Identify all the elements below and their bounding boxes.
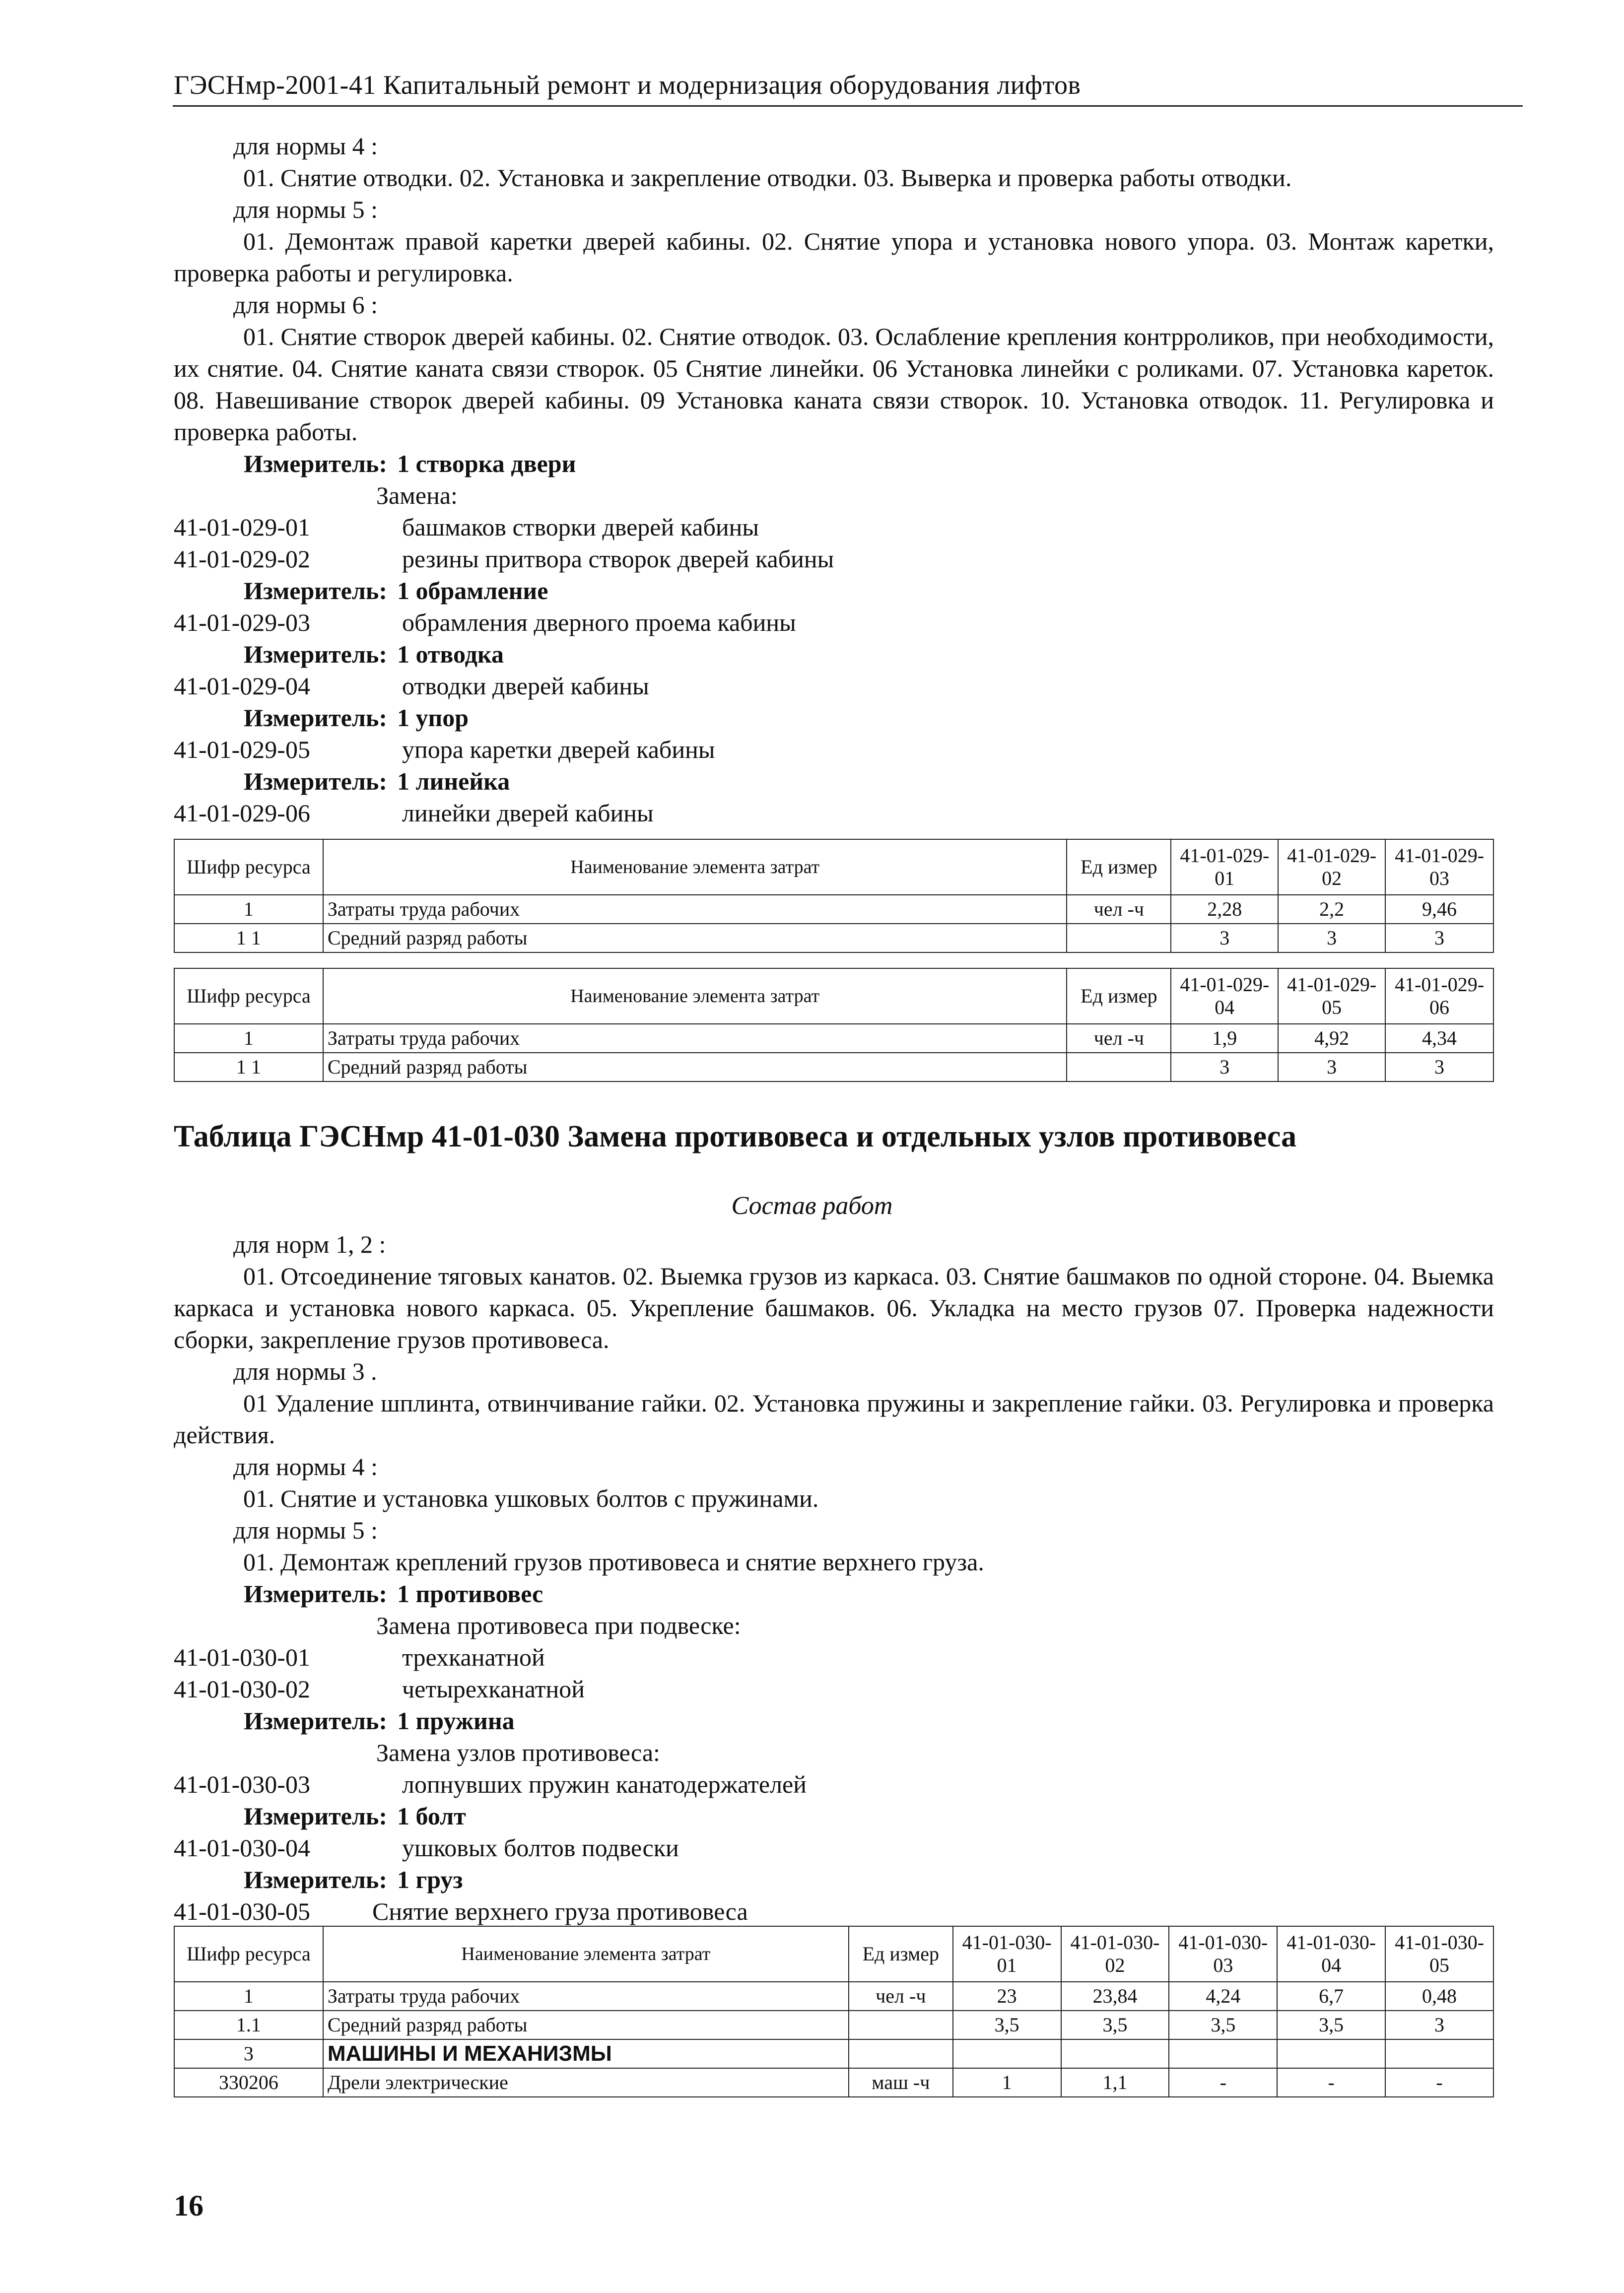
norm-code: 41-01-029-06	[174, 799, 310, 827]
cell-value: -	[1277, 2068, 1385, 2097]
meter-line	[174, 1705, 1494, 1737]
norm-code: 41-01-029-04	[174, 672, 310, 700]
meter-line	[174, 638, 1494, 670]
norm-label: для нормы 5 :	[233, 1516, 378, 1544]
cell-value: 3	[1385, 1053, 1493, 1081]
table-row	[174, 924, 1493, 952]
meter-line	[174, 575, 1494, 607]
work-description: 01. Снятие и установка ушковых болтов с пружинами.	[243, 1484, 819, 1512]
meter-line	[174, 1578, 1494, 1610]
cell-code: 330206	[174, 2068, 323, 2097]
meter-label: Измеритель:	[243, 767, 387, 795]
cell-unit	[1067, 924, 1171, 952]
cell-value: 3	[1385, 924, 1493, 952]
cell-empty	[1061, 2039, 1169, 2068]
norm-name: башмаков створки дверей кабины	[402, 513, 759, 541]
replace-heading: Замена узлов противовеса:	[376, 1739, 660, 1766]
cell-value: 3	[1171, 924, 1278, 952]
col-header-norm: 41-01-030-02	[1061, 1926, 1169, 1982]
cell-value: 3,5	[1061, 2011, 1169, 2039]
cell-code: 3	[174, 2039, 323, 2068]
meter-label: Измеритель:	[243, 1866, 387, 1893]
col-header-name: Наименование элемента затрат	[323, 1926, 849, 1982]
norm-code: 41-01-030-03	[174, 1770, 310, 1798]
cell-value: -	[1385, 2068, 1493, 2097]
replace-heading: Замена противовеса при подвеске:	[376, 1612, 741, 1639]
col-header-norm: 41-01-030-03	[1169, 1926, 1277, 1982]
cell-value: 3	[1171, 1053, 1278, 1081]
cell-name: Затраты труда рабочих	[323, 1024, 1067, 1053]
col-header-norm: 41-01-029-03	[1385, 839, 1493, 895]
col-header-name: Наименование элемента затрат	[323, 968, 1067, 1024]
norm-row	[174, 1641, 1494, 1673]
norm-code: 41-01-029-02	[174, 545, 310, 573]
cell-empty	[1277, 2039, 1385, 2068]
cell-code: 1.1	[174, 2011, 323, 2039]
cell-code: 1	[174, 1024, 323, 1053]
col-header-code: Шифр ресурса	[174, 1926, 323, 1982]
cell-value: 4,34	[1385, 1024, 1493, 1053]
cell-value: 23	[953, 1982, 1061, 2011]
meter-label: Измеритель:	[243, 640, 387, 668]
table-row	[174, 2068, 1493, 2097]
norm-row	[174, 1832, 1494, 1864]
col-header-unit: Ед измер	[1067, 968, 1171, 1024]
cell-name: Средний разряд работы	[323, 2011, 849, 2039]
cost-table-3	[174, 1926, 1494, 2097]
cell-code: 1 1	[174, 924, 323, 952]
table-row	[174, 1982, 1493, 2011]
meter-label: Измеритель:	[243, 1707, 387, 1735]
norm-code: 41-01-030-04	[174, 1834, 310, 1862]
meter-unit: 1 пружина	[397, 1707, 515, 1735]
norm-name: Снятие верхнего груза противовеса	[372, 1897, 748, 1925]
table-row	[174, 1053, 1493, 1081]
work-description: 01. Демонтаж правой каретки дверей кабины. 02. Снятие упора и установка нового упора. 03. Монтаж каретки, проверка работы и регулировка.	[174, 227, 1494, 287]
cell-value: 3,5	[1277, 2011, 1385, 2039]
cell-name: Затраты труда рабочих	[323, 895, 1067, 924]
work-description: 01. Снятие створок дверей кабины. 02. Снятие отводок. 03. Ослабление крепления контрроликов, при необходимости, их снятие. 04. Снятие каната связи створок. 05 Снятие линейки. 06 Установка линейки с роликами. 07. Установка кареток. 08. Навешивание створок дверей кабины. 09 Установка каната связи створок. 10. Установка отводок. 11. Регулировка и проверка работы.	[174, 323, 1494, 446]
cell-value: 23,84	[1061, 1982, 1169, 2011]
norm-code: 41-01-029-01	[174, 513, 310, 541]
meter-unit: 1 обрамление	[397, 577, 548, 605]
work-description: 01. Снятие отводки. 02. Установка и закрепление отводки. 03. Выверка и проверка работы отводки.	[243, 164, 1292, 192]
norm-row	[174, 1673, 1494, 1705]
norm-label: для нормы 4 :	[233, 1453, 378, 1481]
meter-line	[174, 702, 1494, 734]
cell-value: 2,28	[1171, 895, 1278, 924]
cell-unit	[1067, 1053, 1171, 1081]
meter-unit: 1 линейка	[397, 767, 510, 795]
col-header-norm: 41-01-029-05	[1278, 968, 1385, 1024]
norm-name: обрамления дверного проема кабины	[402, 608, 796, 636]
norm-code: 41-01-030-05	[174, 1897, 310, 1925]
norm-row	[174, 511, 1494, 543]
cell-code: 1	[174, 895, 323, 924]
norm-code: 41-01-029-05	[174, 736, 310, 763]
cell-unit: чел -ч	[1067, 895, 1171, 924]
cell-value: 0,48	[1385, 1982, 1493, 2011]
cell-value: 1	[953, 2068, 1061, 2097]
cost-table-2	[174, 968, 1494, 1082]
cell-name: Затраты труда рабочих	[323, 1982, 849, 2011]
cell-value: 3,5	[1169, 2011, 1277, 2039]
col-header-code: Шифр ресурса	[174, 839, 323, 895]
cell-value: 6,7	[1277, 1982, 1385, 2011]
cell-empty	[953, 2039, 1061, 2068]
header-rule	[173, 105, 1523, 107]
meter-label: Измеритель:	[243, 1580, 387, 1608]
norm-code: 41-01-030-02	[174, 1675, 310, 1703]
meter-unit: 1 упор	[397, 704, 469, 732]
page-header: ГЭСНмр-2001-41 Капитальный ремонт и модернизация оборудования лифтов	[174, 70, 1081, 100]
cell-value: 1,9	[1171, 1024, 1278, 1053]
col-header-norm: 41-01-029-04	[1171, 968, 1278, 1024]
norm-row	[174, 1895, 1494, 1927]
norm-name: лопнувших пружин канатодержателей	[402, 1770, 807, 1798]
col-header-unit: Ед измер	[1067, 839, 1171, 895]
meter-line	[174, 1864, 1494, 1895]
norm-code: 41-01-030-01	[174, 1643, 310, 1671]
cell-name: Средний разряд работы	[323, 1053, 1067, 1081]
norm-label: для нормы 4 :	[233, 132, 378, 160]
table-section-row	[174, 2039, 1493, 2068]
section1-text	[174, 130, 1494, 829]
meter-unit: 1 отводка	[397, 640, 504, 668]
cell-value: 2,2	[1278, 895, 1385, 924]
col-header-norm: 41-01-030-05	[1385, 1926, 1493, 1982]
cell-unit: чел -ч	[1067, 1024, 1171, 1053]
cell-value: 3	[1385, 2011, 1493, 2039]
col-header-unit: Ед измер	[849, 1926, 953, 1982]
meter-unit: 1 противовес	[397, 1580, 543, 1608]
cell-name: Средний разряд работы	[323, 924, 1067, 952]
meter-label: Измеритель:	[243, 704, 387, 732]
section-heading-cell: МАШИНЫ И МЕХАНИЗМЫ	[323, 2039, 849, 2068]
col-header-norm: 41-01-030-01	[953, 1926, 1061, 1982]
col-header-code: Шифр ресурса	[174, 968, 323, 1024]
col-header-norm: 41-01-030-04	[1277, 1926, 1385, 1982]
cell-code: 1	[174, 1982, 323, 2011]
section2-text	[174, 1228, 1494, 1927]
cell-value: 4,24	[1169, 1982, 1277, 2011]
meter-line	[174, 448, 1494, 479]
meter-label: Измеритель:	[243, 577, 387, 605]
norm-row	[174, 1768, 1494, 1800]
cell-value: 3	[1278, 924, 1385, 952]
norm-row	[174, 543, 1494, 575]
cell-empty	[1385, 2039, 1493, 2068]
meter-unit: 1 болт	[397, 1802, 466, 1830]
norm-name: четырехканатной	[402, 1675, 585, 1703]
meter-line	[174, 765, 1494, 797]
col-header-norm: 41-01-029-02	[1278, 839, 1385, 895]
cell-code: 1 1	[174, 1053, 323, 1081]
norm-name: отводки дверей кабины	[402, 672, 649, 700]
cell-unit: чел -ч	[849, 1982, 953, 2011]
norm-label: для нормы 5 :	[233, 196, 378, 223]
composition-heading: Состав работ	[731, 1192, 893, 1220]
cell-value: 4,92	[1278, 1024, 1385, 1053]
norm-name: линейки дверей кабины	[402, 799, 654, 827]
cell-name: Дрели электрические	[323, 2068, 849, 2097]
norm-name: резины притвора створок дверей кабины	[402, 545, 834, 573]
cost-table-1	[174, 839, 1494, 953]
table-title: Таблица ГЭСНмр 41-01-030 Замена противовеса и отдельных узлов противовеса	[174, 1120, 1297, 1153]
col-header-norm: 41-01-029-01	[1171, 839, 1278, 895]
norm-code: 41-01-029-03	[174, 608, 310, 636]
meter-label: Измеритель:	[243, 1802, 387, 1830]
norm-label: для норм 1, 2 :	[233, 1230, 386, 1258]
cell-value: 3	[1278, 1053, 1385, 1081]
cell-unit	[849, 2011, 953, 2039]
cell-value: -	[1169, 2068, 1277, 2097]
norm-row	[174, 734, 1494, 765]
norm-row	[174, 607, 1494, 638]
work-description: 01. Демонтаж креплений грузов противовеса и снятие верхнего груза.	[243, 1548, 984, 1576]
norm-row	[174, 797, 1494, 829]
cell-value: 3,5	[953, 2011, 1061, 2039]
meter-line	[174, 1800, 1494, 1832]
work-description: 01 Удаление шплинта, отвинчивание гайки. 02. Установка пружины и закрепление гайки. 03. Регулировка и проверка действия.	[174, 1389, 1494, 1449]
norm-name: трехканатной	[402, 1643, 545, 1671]
norm-label: для нормы 6 :	[233, 291, 378, 319]
norm-name: упора каретки дверей кабины	[402, 736, 715, 763]
cell-empty	[849, 2039, 953, 2068]
work-description: 01. Отсоединение тяговых канатов. 02. Выемка грузов из каркаса. 03. Снятие башмаков по одной стороне. 04. Выемка каркаса и установка нового каркаса. 05. Укрепление башмаков. 06. Укладка на место грузов 07. Проверка надежности сборки, закрепление грузов противовеса.	[174, 1262, 1494, 1353]
replace-heading: Замена:	[376, 481, 458, 509]
norm-name: ушковых болтов подвески	[402, 1834, 679, 1862]
meter-label: Измеритель:	[243, 450, 387, 477]
meter-unit: 1 створка двери	[397, 450, 576, 477]
cell-empty	[1169, 2039, 1277, 2068]
cell-unit: маш -ч	[849, 2068, 953, 2097]
table-row	[174, 895, 1493, 924]
col-header-name: Наименование элемента затрат	[323, 839, 1067, 895]
page-number: 16	[174, 2189, 203, 2222]
col-header-norm: 41-01-029-06	[1385, 968, 1493, 1024]
meter-unit: 1 груз	[397, 1866, 463, 1893]
norm-label: для нормы 3 .	[233, 1357, 377, 1385]
table-row	[174, 1024, 1493, 1053]
norm-row	[174, 670, 1494, 702]
table-row	[174, 2011, 1493, 2039]
cell-value: 1,1	[1061, 2068, 1169, 2097]
cell-value: 9,46	[1385, 895, 1493, 924]
